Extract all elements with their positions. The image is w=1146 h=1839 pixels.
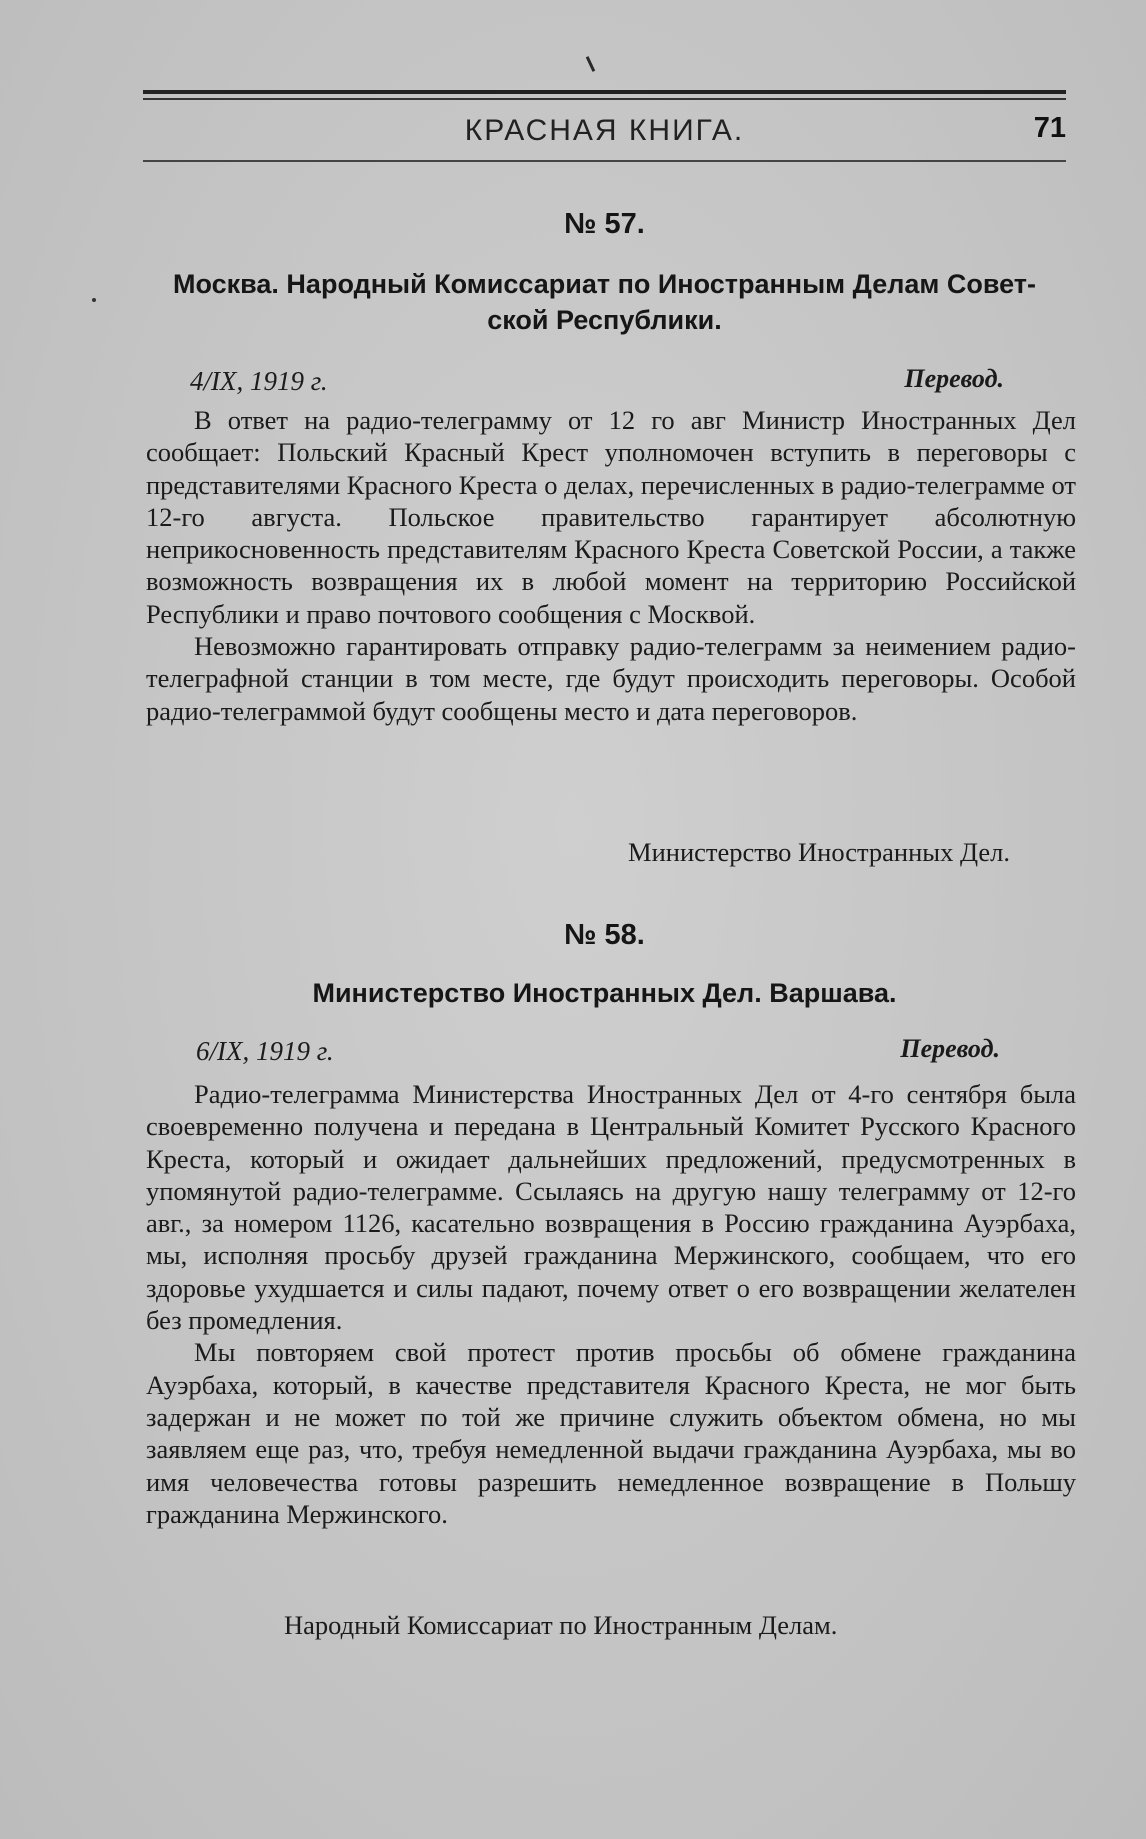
running-title: КРАСНАЯ КНИГА. xyxy=(464,114,745,147)
header-rule-top-thin xyxy=(143,98,1066,100)
page-number: 71 xyxy=(1033,112,1066,144)
document-number: № 58. xyxy=(564,919,645,951)
translation-note: Перевод. xyxy=(904,364,1004,393)
document-heading xyxy=(143,975,1066,1011)
document-signature: Министерство Иностранных Дел. xyxy=(628,837,1010,867)
document-date: 4/IX, 1919 г. xyxy=(190,366,328,396)
document-signature: Народный Комиссариат по Иностранным Делам. xyxy=(284,1610,838,1640)
document-body xyxy=(146,404,1076,727)
body-paragraph: Невозможно гарантировать отправку радио-телеграмм за неимением радио-телеграфной станции в том месте, где будут происходить переговоры. Особой радио-телеграммой будут сообщены место и дата переговоров. xyxy=(146,631,1076,726)
header-rule-bottom xyxy=(143,160,1066,162)
document-number: № 57. xyxy=(564,208,645,240)
document-heading-line: Министерство Иностранных Дел. Варшава. xyxy=(312,978,897,1008)
document-heading-line: ской Республики. xyxy=(487,305,722,335)
document-heading xyxy=(143,266,1066,338)
header-rule-top xyxy=(143,90,1066,94)
body-paragraph: В ответ на радио-телеграмму от 12 го авг Министр Иностранных Дел сообщает: Польский Красный Крест уполномочен вступить в переговоры с представителями Красного Креста о делах, перечисленных в радио-телеграмме от 12-го августа. Польское правительство гарантирует абсолютную неприкосновенность представителям Красного Креста Советской России, а также возможность возвращения их в любой момент на территорию Российской Республики и право почтового сообщения с Москвой. xyxy=(146,405,1076,629)
ink-spot xyxy=(92,298,96,302)
document-body xyxy=(146,1078,1076,1530)
translation-note: Перевод. xyxy=(900,1034,1000,1063)
document-date: 6/IX, 1919 г. xyxy=(196,1036,334,1066)
body-paragraph: Радио-телеграмма Министерства Иностранных Дел от 4-го сентября была своевременно получена и передана в Центральный Комитет Русского Красного Креста, который и ожидает дальнейших предложений, предусмотренных в упомянутой радио-телеграмме. Ссылаясь на другую нашу телеграмму от 12-го авг., за номером 1126, касательно возвращения в Россию гражданина Ауэрбаха, мы, исполняя просьбу друзей гражданина Мержинского, сообщаем, что его здоровье ухудшается и силы падают, почему ответ о его возвращении желателен без промедления. xyxy=(146,1079,1076,1336)
body-paragraph: Мы повторяем свой протест против просьбы об обмене гражданина Ауэрбаха, который, в качестве представителя Красного Креста, не мог быть задержан и не может по той же причине служить объектом обмена, но мы заявляем еще раз, что, требуя немедленной выдачи гражданина Ауэрбаха, мы во имя человечества готовы разрешить немедленное возвращение в Польшу гражданина Мержинского. xyxy=(146,1337,1076,1529)
print-mark xyxy=(586,56,595,72)
document-heading-line: Москва. Народный Комиссариат по Иностранным Делам Совет- xyxy=(173,269,1036,299)
